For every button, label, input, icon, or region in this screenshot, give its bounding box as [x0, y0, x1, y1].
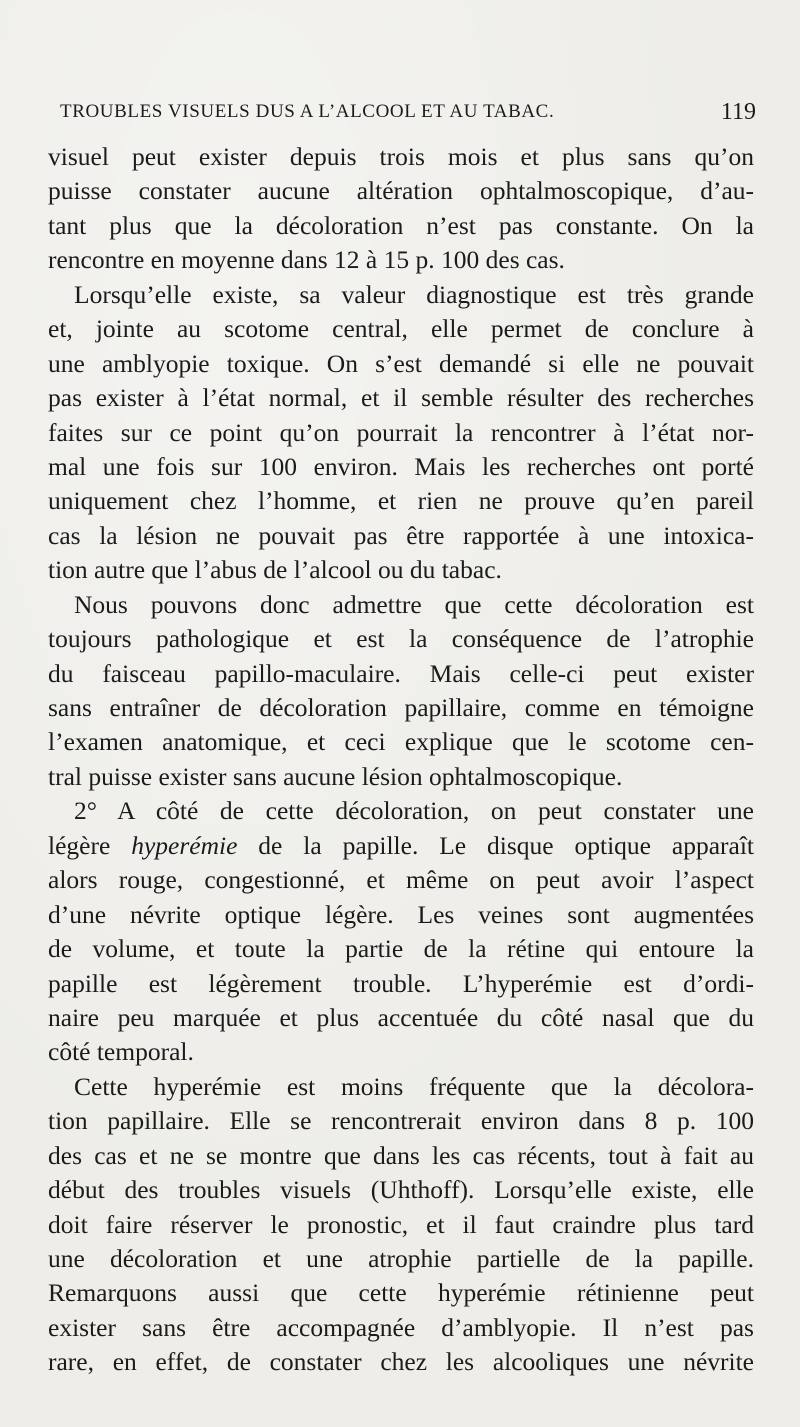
text-line: tion autre que l’abus de l’alcool ou du tabac.	[48, 555, 502, 585]
text-line: côté temporal.	[48, 1037, 194, 1067]
running-head	[60, 97, 760, 127]
text-line-with-italic	[48, 829, 754, 863]
text-line: puisse constater aucune altération ophtalmoscopique, d’au-	[48, 176, 754, 206]
text-line: naire peu marquée et plus accentuée du côté nasal que du	[48, 1002, 754, 1032]
text-line: toujours pathologique et est la conséquence de l’atrophie	[48, 624, 754, 654]
text-line: 2° A côté de cette décoloration, on peut constater une	[74, 796, 754, 826]
text-line: visuel peut exister depuis trois mois et plus sans qu’on	[48, 142, 754, 171]
text-line: Remarquons aussi que cette hyperémie rétinienne peut	[48, 1278, 754, 1308]
text-line: mal une fois sur 100 environ. Mais les recherches ont porté	[48, 451, 754, 481]
text-line: sans entraîner de décoloration papillaire, comme en témoigne	[48, 693, 754, 722]
text-line: uniquement chez l’homme, et rien ne prouve qu’en pareil	[48, 486, 754, 516]
text-segment: de la papille. Le disque optique apparaît	[237, 830, 754, 860]
text-line: une décoloration et une atrophie partielle de la papille.	[48, 1244, 754, 1273]
text-line: de volume, et toute la partie de la rétine qui entoure la	[48, 934, 754, 964]
text-line: d’une névrite optique légère. Les veines sont augmentées	[48, 899, 754, 929]
text-line: l’examen anatomique, et ceci explique que le scotome cen-	[48, 727, 754, 757]
page-number: 119	[720, 99, 756, 125]
body-text	[48, 140, 754, 1380]
running-title: TROUBLES VISUELS DUS A L’ALCOOL ET AU TABAC.	[60, 101, 555, 122]
text-line: faites sur ce point qu’on pourrait la rencontrer à l’état nor-	[48, 417, 754, 447]
text-line: Cette hyperémie est moins fréquente que la décolora-	[74, 1071, 754, 1101]
text-line: Lorsqu’elle existe, sa valeur diagnostique est très grande	[74, 279, 754, 309]
text-segment: légère	[48, 830, 132, 860]
text-line: rare, en effet, de constater chez les alcooliques une névrite	[48, 1347, 754, 1377]
text-line: une amblyopie toxique. On s’est demandé si elle ne pouvait	[48, 348, 754, 378]
italic-term: hyperémie	[131, 830, 238, 860]
text-line: pas exister à l’état normal, et il semble résulter des recherches	[48, 383, 754, 413]
text-line: rencontre en moyenne dans 12 à 15 p. 100 des cas.	[48, 245, 565, 275]
text-line: Nous pouvons donc admettre que cette décoloration est	[74, 589, 754, 619]
text-line: des cas et ne se montre que dans les cas récents, tout à fait au	[48, 1140, 754, 1170]
text-line: alors rouge, congestionné, et même on peut avoir l’aspect	[48, 865, 754, 895]
text-line: tral puisse exister sans aucune lésion ophtalmoscopique.	[48, 761, 623, 791]
text-line: papille est légèrement trouble. L’hyperémie est d’ordi-	[48, 968, 754, 998]
text-line: tion papillaire. Elle se rencontrerait environ dans 8 p. 100	[48, 1106, 754, 1136]
text-line: doit faire réserver le pronostic, et il faut craindre plus tard	[48, 1209, 754, 1239]
text-line: et, jointe au scotome central, elle permet de conclure à	[48, 314, 754, 344]
text-line: tant plus que la décoloration n’est pas constante. On la	[48, 210, 754, 240]
text-line: cas la lésion ne pouvait pas être rapportée à une intoxica-	[48, 520, 754, 550]
text-line: du faisceau papillo-maculaire. Mais celle-ci peut exister	[48, 658, 754, 688]
text-line: début des troubles visuels (Uhthoff). Lorsqu’elle existe, elle	[48, 1175, 754, 1205]
text-line: exister sans être accompagnée d’amblyopie. Il n’est pas	[48, 1312, 754, 1342]
